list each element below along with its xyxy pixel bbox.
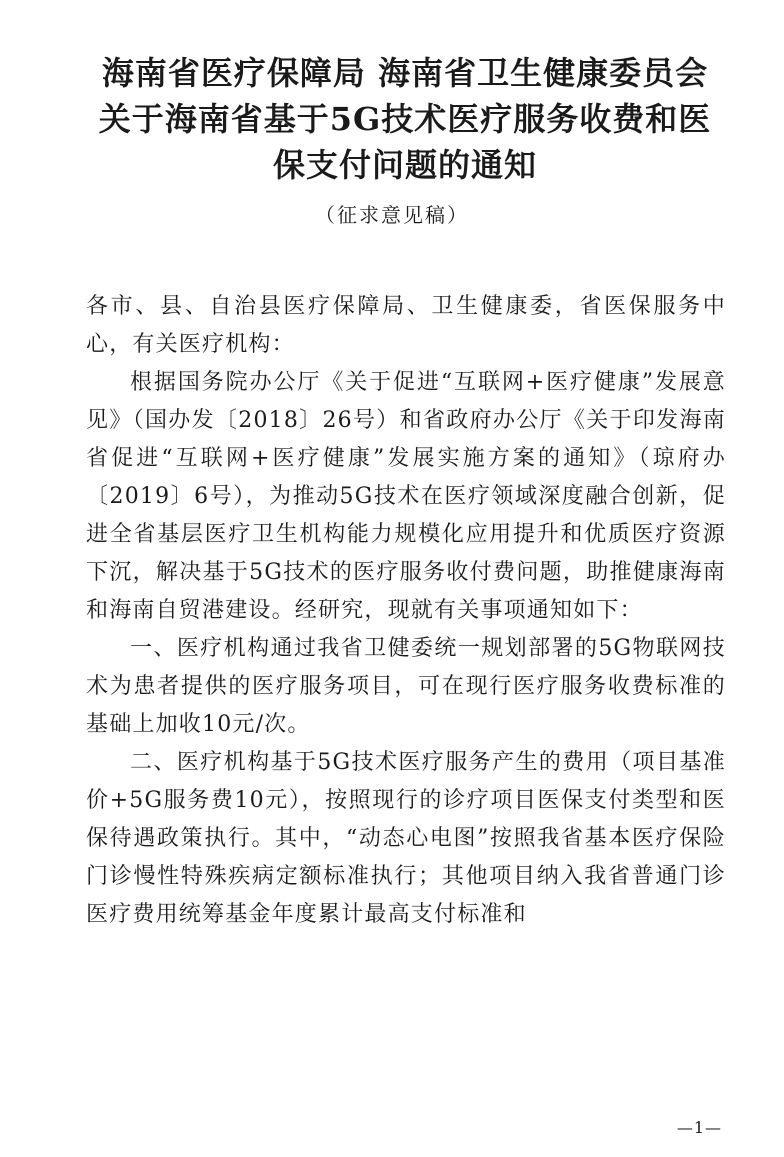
document-title	[60, 50, 750, 188]
salutation: 各市、县、自治县医疗保障局、卫生健康委，省医保服务中心，有关医疗机构：	[86, 294, 726, 357]
document-body	[86, 288, 726, 934]
title-line-2: 关于海南省基于5G技术医疗服务收费和医	[98, 100, 712, 138]
draft-subtitle: （征求意见稿）	[315, 203, 469, 227]
title-line-3: 保支付问题的通知	[272, 146, 537, 184]
paragraph-item-2: 二、医疗机构基于5G技术医疗服务产生的费用（项目基准价+5G服务费10元），按照现行的诊疗项目医保支付类型和医保待遇政策执行。其中，“动态心电图”按照我省基本医疗保险门诊慢性特殊疾病定额标准执行；其他项目纳入我省普通门诊医疗费用统筹基金年度累计最高支付标准和	[86, 750, 726, 927]
title-line-1: 海南省医疗保障局 海南省卫生健康委员会	[101, 54, 709, 92]
paragraph-item-1: 一、医疗机构通过我省卫健委统一规划部署的5G物联网技术为患者提供的医疗服务项目，可在现行医疗服务收费标准的基础上加收10元/次。	[86, 636, 726, 737]
paragraph-background: 根据国务院办公厅《关于促进“互联网+医疗健康”发展意见》（国办发〔2018〕26号）和省政府办公厅《关于印发海南省促进“互联网+医疗健康”发展实施方案的通知》（琼府办〔2019〕6号），为推动5G技术在医疗领域深度融合创新，促进全省基层医疗卫生机构能力规模化应用提升和优质医疗资源下沉，解决基于5G技术的医疗服务收付费问题，助推健康海南和海南自贸港建设。经研究，现就有关事项通知如下：	[86, 370, 726, 623]
page-number: —1—	[676, 1118, 722, 1137]
